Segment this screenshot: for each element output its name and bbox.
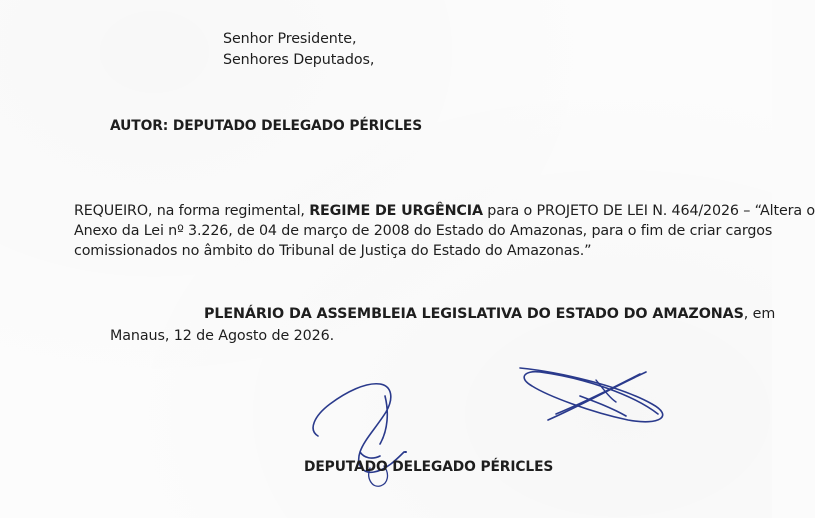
author-label: AUTOR: DEPUTADO DELEGADO PÉRICLES <box>110 118 423 134</box>
plenario-suffix: , em <box>743 306 776 322</box>
request-suffix: para o PROJETO DE LEI N. 464/2026 – “Altera o <box>482 203 815 219</box>
signature-right-cross-2 <box>556 374 640 416</box>
request-prefix: REQUEIRO, na forma regimental, <box>74 203 310 219</box>
signature-right-cross-1 <box>548 372 646 420</box>
date-line: Manaus, 12 de Agosto de 2026. <box>110 328 335 344</box>
request-paragraph <box>74 201 815 261</box>
plenario-title: PLENÁRIO DA ASSEMBLEIA LEGISLATIVA DO ESTADO DO AMAZONAS <box>204 306 744 322</box>
salutation-deputies: Senhores Deputados, <box>223 52 375 68</box>
request-line-1 <box>74 201 815 221</box>
salutation-president: Senhor Presidente, <box>223 31 357 47</box>
signature-right-tick <box>596 380 616 402</box>
signature-right-loop <box>520 368 663 422</box>
request-line-2: Anexo da Lei nº 3.226, de 04 de março de 2008 do Estado do Amazonas, para o fim de criar cargos <box>74 223 773 239</box>
request-line-3: comissionados no âmbito do Tribunal de Justiça do Estado do Amazonas.” <box>74 243 592 259</box>
signer-name: DEPUTADO DELEGADO PÉRICLES <box>304 459 554 475</box>
urgency-regime-text: REGIME DE URGÊNCIA <box>309 203 483 219</box>
plenario-line <box>204 304 776 324</box>
